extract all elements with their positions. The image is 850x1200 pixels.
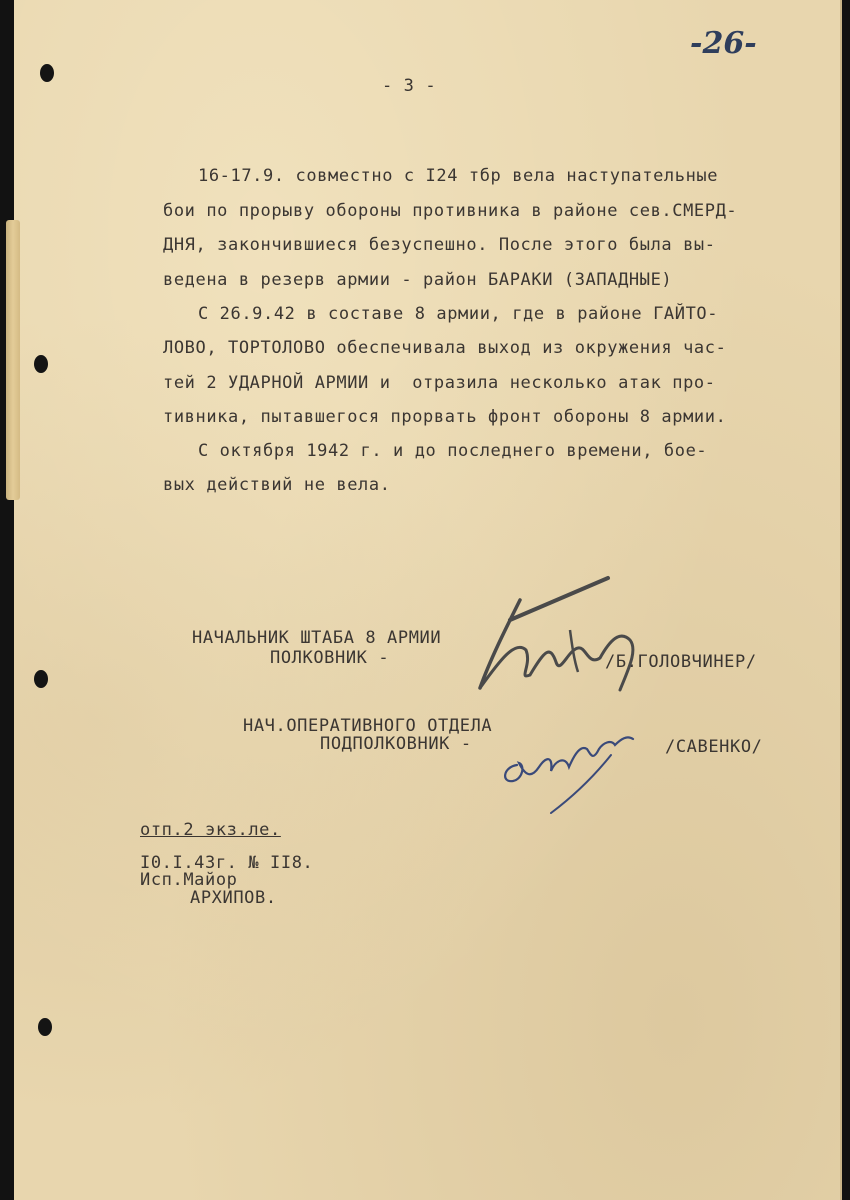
punch-hole <box>40 64 54 82</box>
chief-of-staff-title: НАЧАЛЬНИК ШТАБА 8 АРМИИ <box>192 628 442 648</box>
executor-name: АРХИПОВ. <box>190 888 277 908</box>
executor-rank: Исп.Майор <box>140 870 238 890</box>
chief-signature-scribble <box>460 570 670 710</box>
archive-number: -26- <box>690 26 757 61</box>
body-line: ведена в резерв армии - район БАРАКИ (ЗАПАДНЫЕ) <box>163 270 673 290</box>
body-line: вых действий не вела. <box>163 475 391 495</box>
body-line: ДНЯ, закончившиеся безуспешно. После этого была вы- <box>163 235 716 255</box>
operations-head-rank: ПОДПОЛКОВНИК - <box>320 734 472 754</box>
operations-head-title: НАЧ.ОПЕРАТИВНОГО ОТДЕЛА <box>243 716 493 736</box>
body-line: С 26.9.42 в составе 8 армии, где в районе ГАЙТО- <box>198 304 719 324</box>
operations-head-name: /САВЕНКО/ <box>665 737 763 757</box>
chief-of-staff-rank: ПОЛКОВНИК - <box>270 648 390 668</box>
copies-note: отп.2 экз.ле. <box>140 820 281 840</box>
date-reference: I0.I.43г. № II8. <box>140 853 314 873</box>
body-line: тей 2 УДАРНОЙ АРМИИ и отразила несколько атак про- <box>163 373 716 393</box>
body-line: С октября 1942 г. и до последнего времени, боe- <box>198 441 708 461</box>
body-line: тивника, пытавшегося прорвать фронт обороны 8 армии. <box>163 407 727 427</box>
body-line: ЛОВО, ТОРТОЛОВО обеспечивала выход из окружения час- <box>163 338 727 358</box>
chief-of-staff-name: /Б.ГОЛОВЧИНЕР/ <box>605 652 757 672</box>
punch-hole <box>34 670 48 688</box>
body-line: бои по прорыву обороны противника в районе сев.СМЕРД- <box>163 201 738 221</box>
operations-signature-scribble <box>495 705 655 820</box>
punch-hole <box>38 1018 52 1036</box>
torn-binding-edge <box>6 220 20 500</box>
page-number: - 3 - <box>382 76 437 96</box>
body-line: 16-17.9. совместно с I24 тбр вела наступательные <box>198 166 719 186</box>
punch-hole <box>34 355 48 373</box>
